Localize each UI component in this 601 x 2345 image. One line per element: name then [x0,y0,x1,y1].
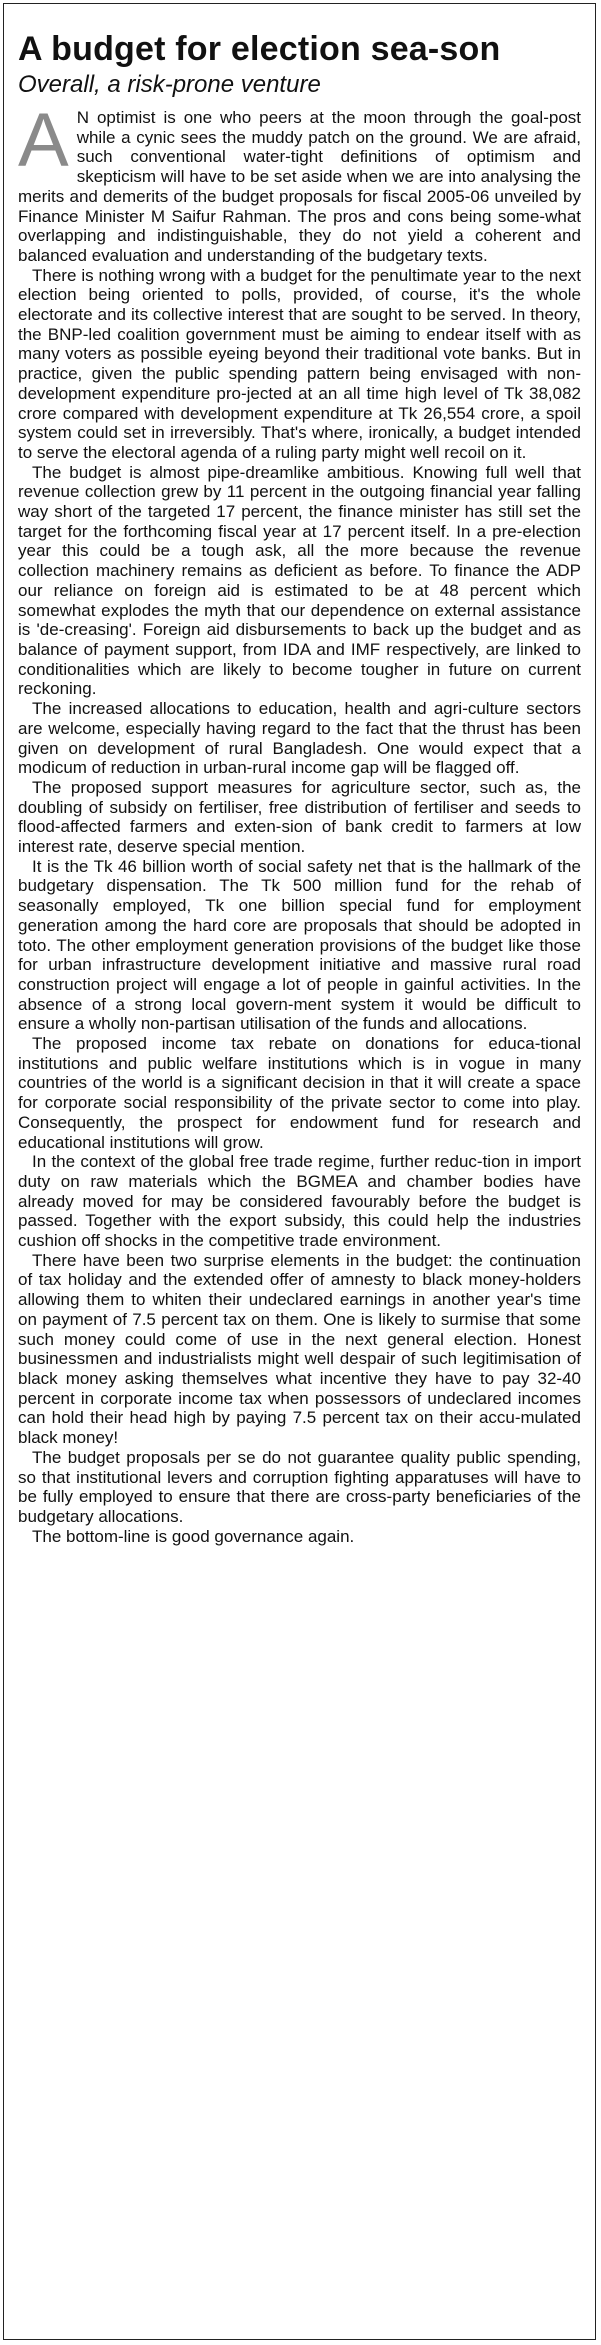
paragraph-5: The proposed support measures for agriculture sector, such as, the doubling of subsidy on fertiliser, free distribution of fertiliser and seeds to flood-affected farmers and exten-sion of bank credit to farmers at low interest rate, deserve special mention. [18,777,581,857]
article [18,30,581,1546]
article-body [18,98,581,1546]
paragraph-2: There is nothing wrong with a budget for the penultimate year to the next election being oriented to polls, provided, of course, it's the whole electorate and its collective interest that are sought to be served. In theory, the BNP-led coalition government must be aiming to endear itself with as many voters as possible eyeing beyond their traditional vote banks. But in practice, given the public spending pattern being envisaged with non-development expenditure pro-jected at an all time high level of Tk 38,082 crore compared with development expenditure at Tk 26,554 crore, a spoil system could set in irreversibly. That's where, ironically, a budget intended to serve the electoral agenda of a ruling party might well recoil on it. [18,265,581,462]
paragraph-10: The budget proposals per se do not guarantee quality public spending, so that institutional levers and corruption fighting apparatuses will have to be fully employed to ensure that there are cross-party beneficiaries of the budgetary allocations. [18,1447,581,1526]
drop-cap: A [18,98,69,183]
paragraph-11: The bottom-line is good governance again. [32,1526,355,1546]
paragraph-6: It is the Tk 46 billion worth of social safety net that is the hallmark of the budgetary dispensation. The Tk 500 million fund for the rehab of seasonally employed, Tk one billion special fund for employment generation among the hard core are proposals that should be adopted in toto. The other employment generation provisions of the budget like those for urban infrastructure development initiative and massive rural road construction project will engage a lot of people in gainful activities. In the absence of a strong local govern-ment system it would be difficult to ensure a wholly non-partisan utilisation of the funds and allocations. [18,856,581,1034]
paragraph-1 [18,98,581,266]
paragraph-1-text: N optimist is one who peers at the moon through the goal-post while a cynic sees the muddy patch on the ground. We are afraid, such conventional water-tight definitions of optimism and skepticism will have to be set aside when we are into analysing the merits and demerits of the budget proposals for fiscal 2005-06 unveiled by Finance Minister M Saifur Rahman. The pros and cons being some-what overlapping and indistinguishable, they do not yield a coherent and balanced evaluation and understanding of the budgetary texts. [18,108,581,265]
paragraph-9: There have been two surprise elements in the budget: the continuation of tax holiday and the extended offer of amnesty to black money-holders allowing them to whiten their undeclared earnings in another year's time on payment of 7.5 percent tax on them. One is likely to surmise that some such money could come of use in the next general election. Honest businessmen and industrialists might well despair of such legitimisation of black money asking themselves what incentive they have to pay 32-40 percent in corporate income tax when possessors of undeclared incomes can hold their head high by paying 7.5 percent tax on their accu-mulated black money! [18,1250,581,1448]
paragraph-3: The budget is almost pipe-dreamlike ambitious. Knowing full well that revenue collection grew by 11 percent in the outgoing financial year falling way short of the targeted 17 percent, the finance minister has still set the target for the forthcoming fiscal year at 17 percent itself. In a pre-election year this could be a tough ask, all the more because the revenue collection machinery remains as deficient as before. To finance the ADP our reliance on foreign aid is estimated to be at 48 percent which somewhat explodes the myth that our dependence on external assistance is 'de-creasing'. Foreign aid disbursements to back up the budget and as balance of payment support, from IDA and IMF respectively, are linked to conditionalities which are likely to become tougher in future on current reckoning. [18,462,581,699]
article-title: A budget for election sea-son [18,30,501,68]
paragraph-8: In the context of the global free trade regime, further reduc-tion in import duty on raw materials which the BGMEA and chamber bodies have already moved for may be considered favourably before the budget is passed. Together with the export subsidy, this could help the industries cushion off shocks in the competitive trade environment. [18,1152,581,1251]
paragraph-4: The increased allocations to education, health and agri-culture sectors are welcome, especially having regard to the fact that the thrust has been given on development of rural Bangladesh. One would expect that a modicum of reduction in urban-rural income gap will be flagged off. [18,699,581,778]
article-subtitle: Overall, a risk-prone venture [18,71,321,98]
paragraph-7: The proposed income tax rebate on donations for educa-tional institutions and public welfare institutions which is in vogue in many countries of the world is a significant decision in that it will create a space for corporate social responsibility of the private sector to come into play. Consequently, the prospect for endowment fund for research and educational institutions will grow. [18,1034,581,1152]
